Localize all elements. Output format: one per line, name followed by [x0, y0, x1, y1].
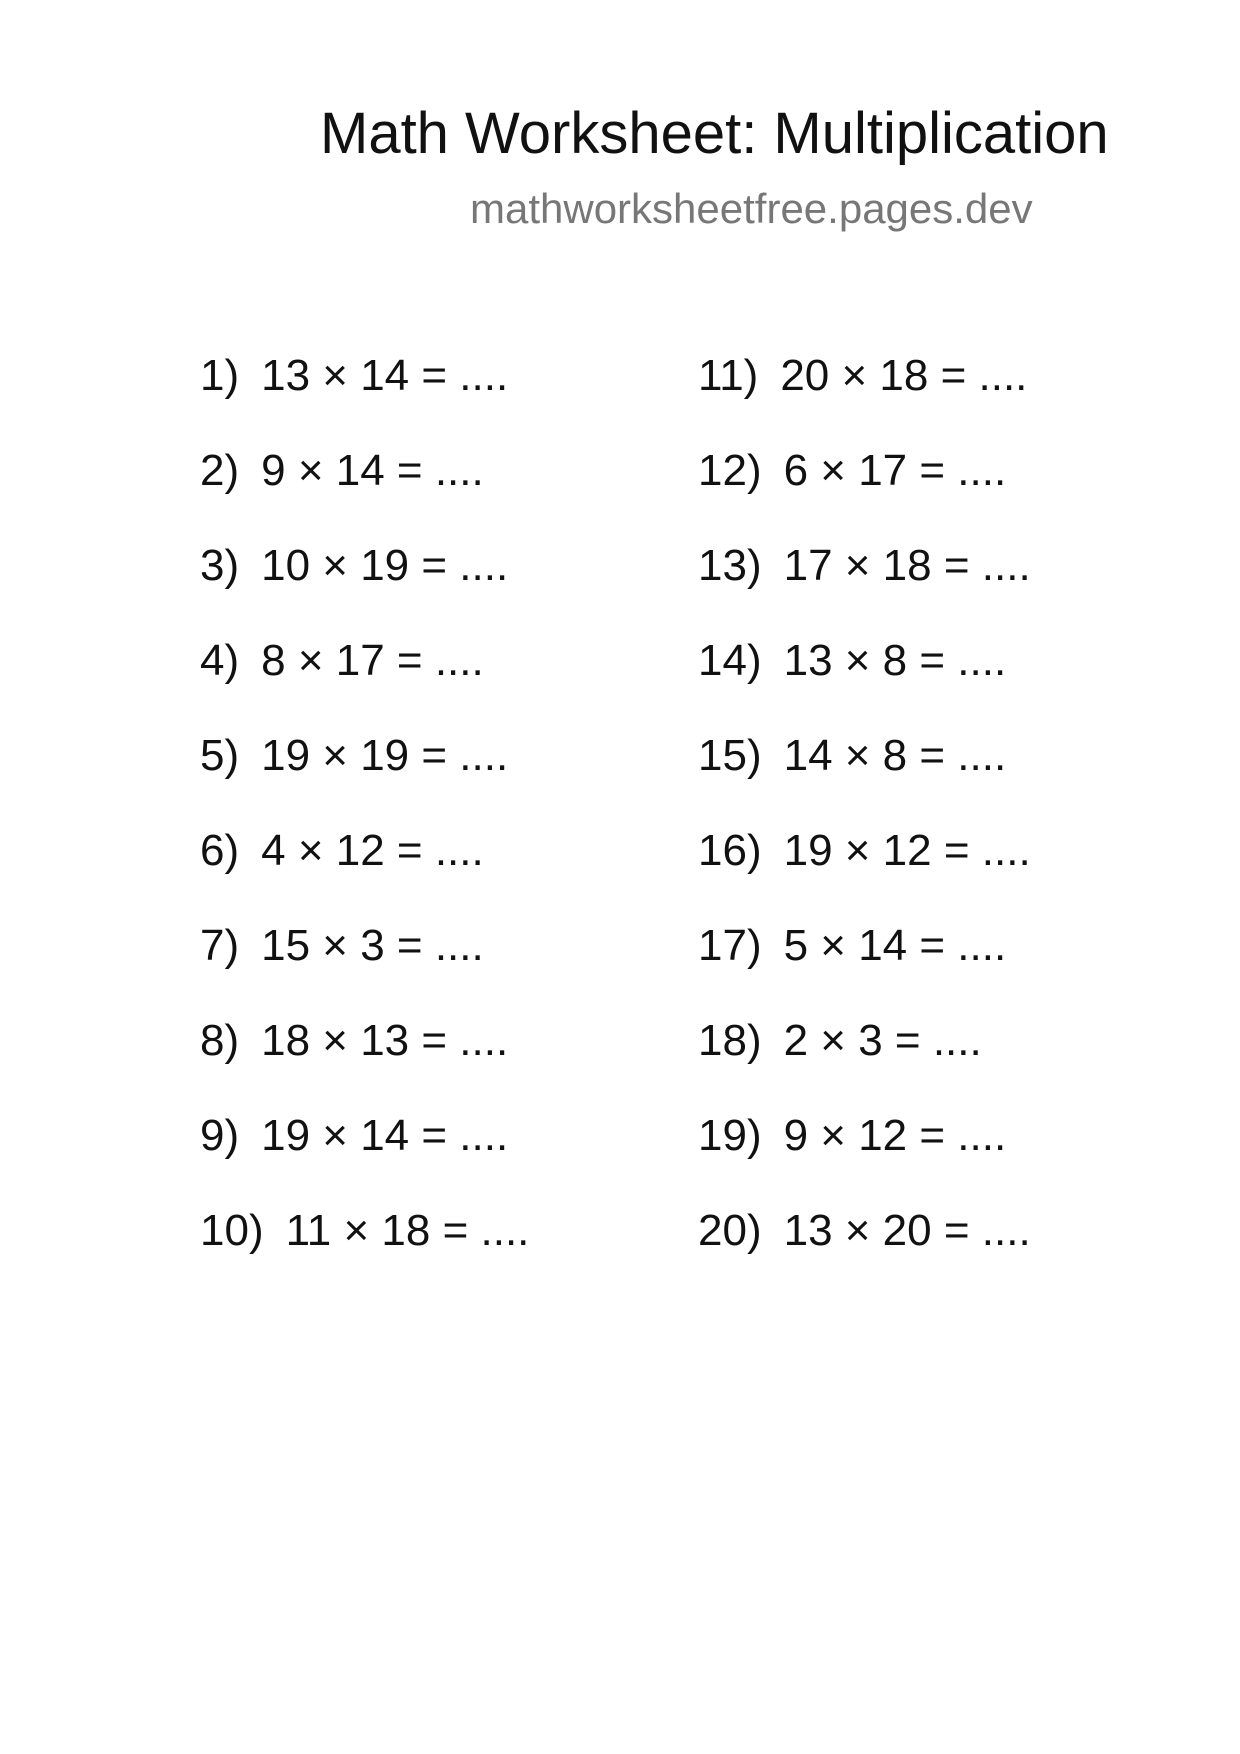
problem-item: [200, 533, 640, 628]
problem-item: [698, 438, 1138, 533]
problem-item: [200, 818, 640, 913]
problem-expression: 13 × 20 = ....: [783, 1206, 1031, 1255]
problem-item: [698, 913, 1138, 1008]
problem-expression: 18 × 13 = ....: [261, 1016, 509, 1065]
problem-number: 15): [698, 731, 762, 780]
problem-number: 9): [200, 1111, 240, 1160]
problem-item: [698, 818, 1138, 913]
problem-number: 5): [200, 731, 240, 780]
problem-number: 2): [200, 446, 240, 495]
problem-expression: 17 × 18 = ....: [783, 541, 1031, 590]
problem-item: [698, 1198, 1138, 1293]
problem-item: [200, 723, 640, 818]
problem-expression: 6 × 17 = ....: [783, 446, 1007, 495]
problem-expression: 13 × 8 = ....: [783, 636, 1007, 685]
problem-number: 1): [200, 351, 240, 400]
problem-number: 8): [200, 1016, 240, 1065]
problem-item: [200, 913, 640, 1008]
problem-item: [698, 1008, 1138, 1103]
problem-expression: 13 × 14 = ....: [261, 351, 509, 400]
problem-expression: 2 × 3 = ....: [783, 1016, 982, 1065]
problem-expression: 9 × 14 = ....: [261, 446, 484, 495]
problem-column-right: [698, 343, 1138, 1293]
problem-item: [698, 628, 1138, 723]
problem-number: 12): [698, 446, 762, 495]
problem-expression: 14 × 8 = ....: [783, 731, 1007, 780]
problem-column-left: [200, 343, 640, 1293]
page-title: Math Worksheet: Multiplication: [320, 101, 1109, 166]
problem-expression: 19 × 14 = ....: [261, 1111, 509, 1160]
problem-item: [200, 1008, 640, 1103]
problem-number: 19): [698, 1111, 762, 1160]
problem-item: [200, 343, 640, 438]
problem-number: 11): [698, 351, 759, 400]
problem-number: 3): [200, 541, 240, 590]
problem-expression: 5 × 14 = ....: [783, 921, 1007, 970]
problem-number: 7): [200, 921, 240, 970]
problem-number: 20): [698, 1206, 762, 1255]
problem-item: [200, 438, 640, 533]
problem-expression: 11 × 18 = ....: [285, 1206, 530, 1255]
problem-number: 4): [200, 636, 240, 685]
problem-number: 16): [698, 826, 762, 875]
problem-number: 6): [200, 826, 240, 875]
problem-expression: 15 × 3 = ....: [261, 921, 484, 970]
problem-number: 13): [698, 541, 762, 590]
problem-number: 17): [698, 921, 762, 970]
problem-number: 14): [698, 636, 762, 685]
problem-item: [200, 628, 640, 723]
problem-expression: 8 × 17 = ....: [261, 636, 484, 685]
problem-expression: 10 × 19 = ....: [261, 541, 509, 590]
problem-expression: 20 × 18 = ....: [780, 351, 1028, 400]
problem-item: [698, 533, 1138, 628]
problem-number: 18): [698, 1016, 762, 1065]
problem-expression: 9 × 12 = ....: [783, 1111, 1007, 1160]
problem-expression: 19 × 19 = ....: [261, 731, 509, 780]
problem-item: [698, 723, 1138, 818]
problem-number: 10): [200, 1206, 264, 1255]
problem-item: [200, 1198, 640, 1293]
source-url: mathworksheetfree.pages.dev: [470, 185, 1033, 232]
problem-expression: 4 × 12 = ....: [261, 826, 484, 875]
problem-item: [698, 343, 1138, 438]
problem-item: [698, 1103, 1138, 1198]
problem-item: [200, 1103, 640, 1198]
problem-expression: 19 × 12 = ....: [783, 826, 1031, 875]
